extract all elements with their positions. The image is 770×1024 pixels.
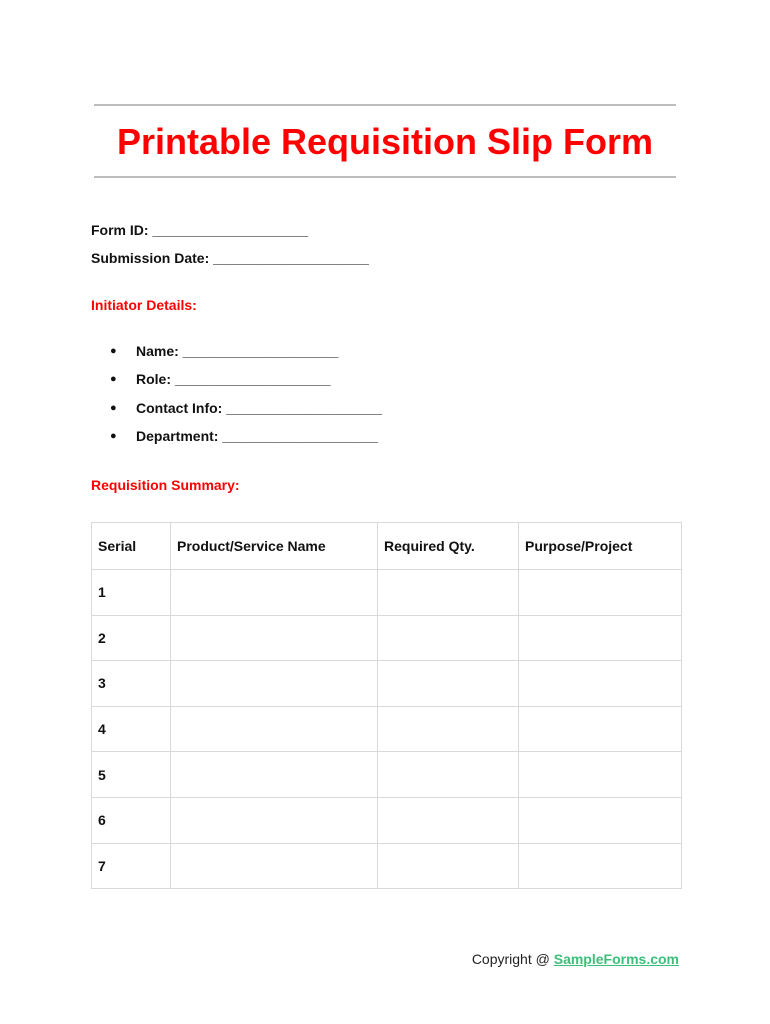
requisition-table (91, 522, 682, 889)
department-field[interactable]: Department: ____________________ (136, 427, 379, 444)
product-service-name-cell[interactable] (171, 843, 378, 889)
contact-info-field[interactable]: Contact Info: ____________________ (136, 399, 382, 416)
required-qty-cell[interactable] (378, 570, 519, 616)
serial-cell: 5 (92, 752, 171, 798)
required-qty-cell[interactable] (378, 661, 519, 707)
title-bottom-rule (94, 176, 676, 178)
product-service-name-cell[interactable] (171, 797, 378, 843)
purpose-project-cell[interactable] (519, 661, 682, 707)
serial-cell: 6 (92, 797, 171, 843)
bullet-icon: ● (110, 345, 117, 357)
product-service-name-cell[interactable] (171, 706, 378, 752)
initiator-details-heading: Initiator Details: (91, 297, 197, 313)
copyright-prefix: Copyright @ (471, 951, 554, 967)
serial-cell: 1 (92, 570, 171, 616)
submission-date-field[interactable]: Submission Date: ____________________ (91, 250, 369, 266)
table-row (92, 797, 682, 843)
list-item-role[interactable] (110, 370, 382, 398)
page-title: Printable Requisition Slip Form (116, 121, 654, 162)
sampleforms-link[interactable]: SampleForms.com (553, 951, 679, 967)
role-field[interactable]: Role: ____________________ (136, 371, 331, 388)
title-top-rule (94, 104, 676, 106)
purpose-project-cell[interactable] (519, 615, 682, 661)
bullet-icon: ● (110, 401, 117, 414)
table-row (92, 752, 682, 798)
purpose-project-cell[interactable] (519, 570, 682, 616)
table-row (92, 843, 682, 889)
required-qty-cell[interactable] (378, 843, 519, 889)
purpose-project-cell[interactable] (519, 752, 682, 798)
required-qty-cell[interactable] (378, 752, 519, 798)
serial-cell: 7 (92, 843, 171, 889)
serial-cell: 4 (92, 706, 171, 752)
product-service-name-cell[interactable] (171, 661, 378, 707)
table-row (92, 615, 682, 661)
form-id-field[interactable]: Form ID: ____________________ (91, 222, 309, 238)
purpose-project-cell[interactable] (519, 797, 682, 843)
list-item-department[interactable] (110, 427, 382, 455)
footer-copyright (472, 950, 679, 968)
purpose-project-cell[interactable] (519, 706, 682, 752)
table-header-row (92, 523, 682, 570)
table-row (92, 661, 682, 707)
initiator-details-list (110, 342, 382, 455)
required-qty-cell[interactable] (378, 706, 519, 752)
column-header-required-qty: Required Qty. (378, 523, 519, 570)
product-service-name-cell[interactable] (171, 752, 378, 798)
product-service-name-cell[interactable] (171, 615, 378, 661)
purpose-project-cell[interactable] (519, 843, 682, 889)
bullet-icon: ● (110, 429, 117, 442)
list-item-contact-info[interactable] (110, 399, 382, 427)
product-service-name-cell[interactable] (171, 570, 378, 616)
serial-cell: 2 (92, 615, 171, 661)
column-header-purpose-project: Purpose/Project (519, 523, 682, 570)
bullet-icon: ● (110, 373, 117, 386)
table-row (92, 570, 682, 616)
list-item-name[interactable] (110, 342, 382, 370)
requisition-summary-heading: Requisition Summary: (91, 477, 240, 493)
column-header-product-service-name: Product/Service Name (171, 523, 378, 570)
name-field[interactable]: Name: ____________________ (136, 343, 339, 359)
required-qty-cell[interactable] (378, 797, 519, 843)
table-row (92, 706, 682, 752)
required-qty-cell[interactable] (378, 615, 519, 661)
serial-cell: 3 (92, 661, 171, 707)
column-header-serial: Serial (92, 523, 171, 570)
